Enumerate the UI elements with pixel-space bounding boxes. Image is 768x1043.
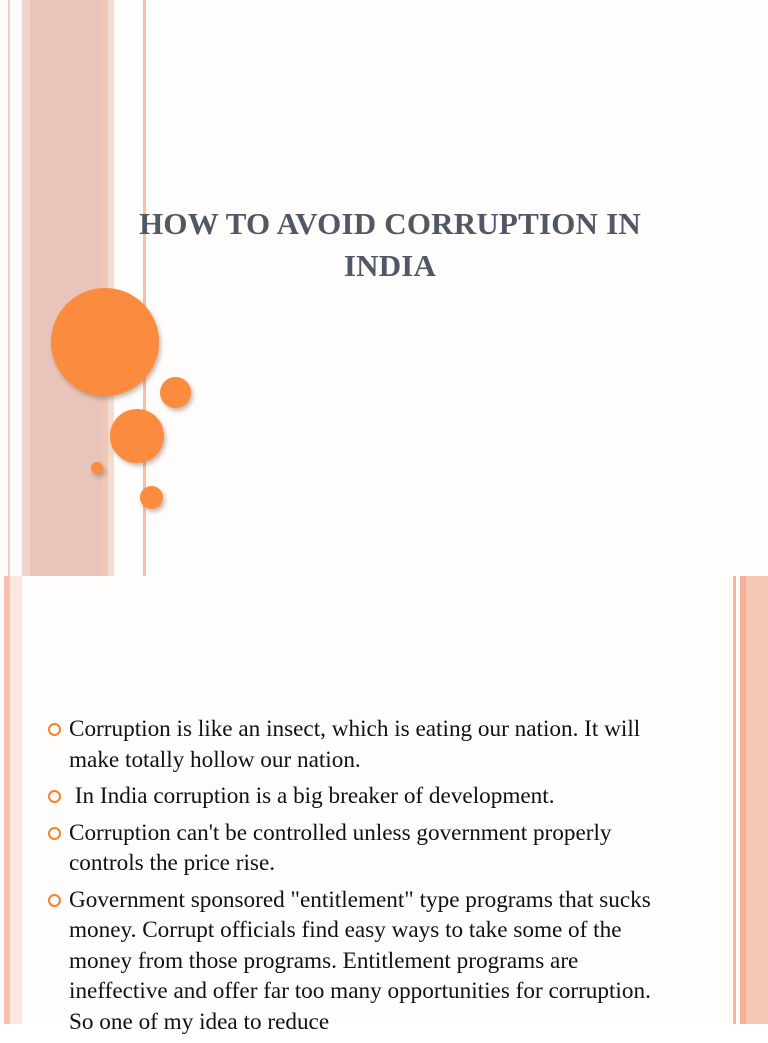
decorative-stripe: [746, 576, 768, 1024]
list-item: [44, 885, 664, 1038]
ring-bullet-icon: [48, 894, 61, 907]
ring-bullet-icon: [48, 723, 61, 736]
bullet-text: Government sponsored "entitlement" type programs that sucks money. Corrupt officials find easy ways to take some of the money from those programs. Entitlement programs are ineffective and offer far too many opportunities for corruption. So one of my idea to reduce: [69, 886, 651, 1035]
bullet-list: [44, 714, 664, 1043]
decorative-circle-tiny: [91, 462, 103, 474]
list-item: [44, 714, 664, 775]
decorative-stripe: [30, 0, 102, 576]
list-item: [44, 781, 664, 812]
decorative-stripe: [733, 576, 736, 1024]
decorative-circle-small: [160, 377, 191, 408]
list-item: [44, 818, 664, 879]
decorative-circle-medium: [110, 409, 164, 463]
ring-bullet-icon: [48, 790, 61, 803]
ring-bullet-icon: [48, 827, 61, 840]
bullet-text: Corruption is like an insect, which is eating our nation. It will make totally hollow our nation.: [69, 716, 641, 773]
decorative-stripe: [22, 0, 30, 576]
bullet-text: In India corruption is a big breaker of development.: [69, 783, 555, 809]
slide-title: HOW TO AVOID CORRUPTION IN INDIA: [139, 206, 641, 283]
decorative-stripe: [8, 0, 10, 576]
decorative-stripe: [10, 576, 22, 1024]
decorative-circle-large: [51, 288, 159, 396]
bullet-text: Corruption can't be controlled unless government properly controls the price rise.: [69, 819, 612, 876]
decorative-circle-small: [140, 486, 163, 509]
